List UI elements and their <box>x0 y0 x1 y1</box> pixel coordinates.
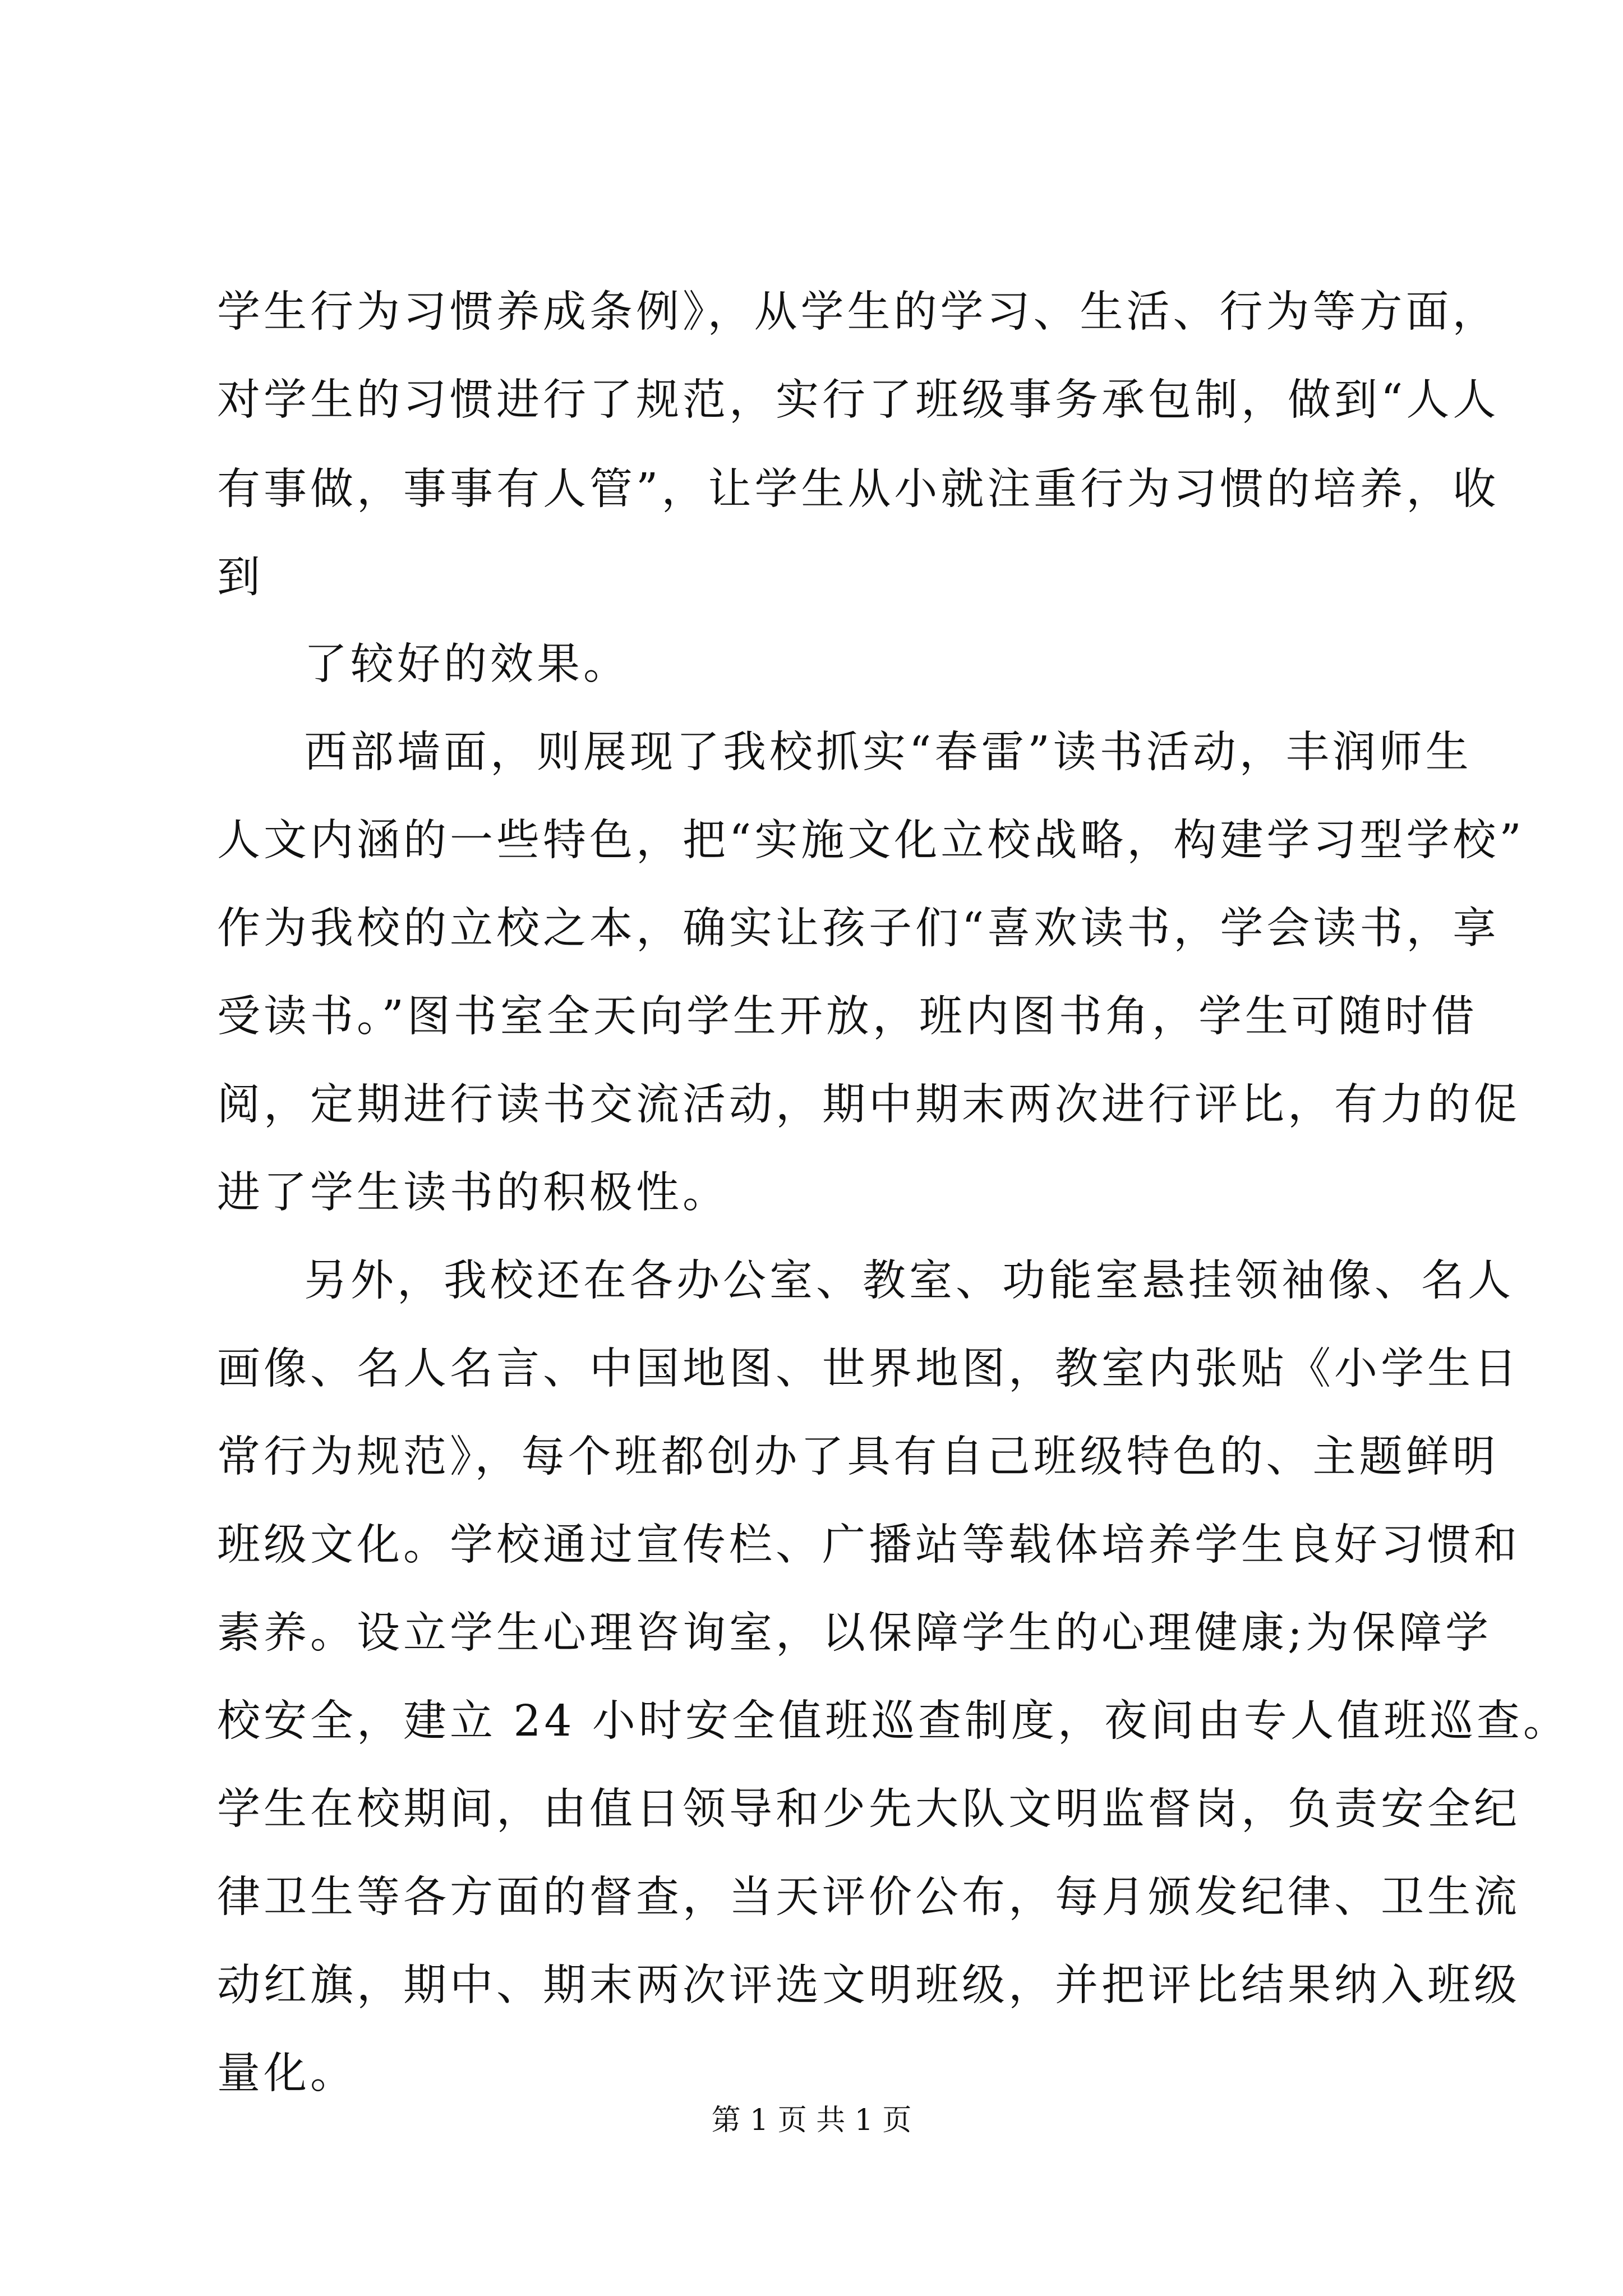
text-line-19: 律卫生等各方面的督查，当天评价公布，每月颁发纪律、卫生流 <box>217 1872 1520 1922</box>
text-line-16: 素养。设立学生心理咨询室，以保障学生的心理健康;为保障学 <box>217 1608 1492 1658</box>
page-number-footer: 第 1 页 共 1 页 <box>711 2104 912 2137</box>
text-line-3: 有事做，事事有人管”，让学生从小就注重行为习惯的培养，收 <box>217 464 1500 514</box>
text-line-8: 作为我校的立校之本，确实让孩子们“喜欢读书，学会读书，享 <box>217 904 1500 954</box>
text-line-5: 了较好的效果。 <box>304 639 630 689</box>
text-line-10: 阅，定期进行读书交流活动，期中期末两次进行评比，有力的促 <box>217 1080 1520 1130</box>
text-line-13: 画像、名人名言、中国地图、世界地图，教室内张贴《小学生日 <box>217 1344 1520 1394</box>
text-line-18: 学生在校期间，由值日领导和少先大队文明监督岗，负责安全纪 <box>217 1784 1520 1834</box>
text-line-7: 人文内涵的一些特色，把“实施文化立校战略，构建学习型学校” <box>217 816 1525 866</box>
paragraph-start-additionally: 另外，我校还在各办公室、教室、功能室悬挂领袖像、名人 <box>304 1256 1514 1306</box>
text-line-11: 进了学生读书的积极性。 <box>217 1168 729 1218</box>
text-line-20: 动红旗，期中、期末两次评选文明班级，并把评比结果纳入班级 <box>217 1961 1520 2010</box>
text-line-2: 对学生的习惯进行了规范，实行了班级事务承包制，做到“人人 <box>217 375 1500 425</box>
paragraph-start-west-wall: 西部墙面，则展现了我校抓实“春雷”读书活动，丰润师生 <box>304 728 1472 777</box>
text-line-15: 班级文化。学校通过宣传栏、广播站等载体培养学生良好习惯和 <box>217 1520 1520 1570</box>
text-line-9: 受读书。”图书室全天向学生开放，班内图书角，学生可随时借 <box>217 992 1478 1042</box>
text-line-1: 学生行为习惯养成条例》，从学生的学习、生活、行为等方面， <box>217 287 1499 337</box>
text-line-4: 到 <box>217 553 264 602</box>
text-line-21: 量化。 <box>217 2049 357 2099</box>
text-line-14: 常行为规范》，每个班都创办了具有自己班级特色的、主题鲜明 <box>217 1432 1499 1482</box>
text-line-17: 校安全，建立 24 小时安全值班巡查制度，夜间由专人值班巡查。 <box>217 1696 1570 1746</box>
